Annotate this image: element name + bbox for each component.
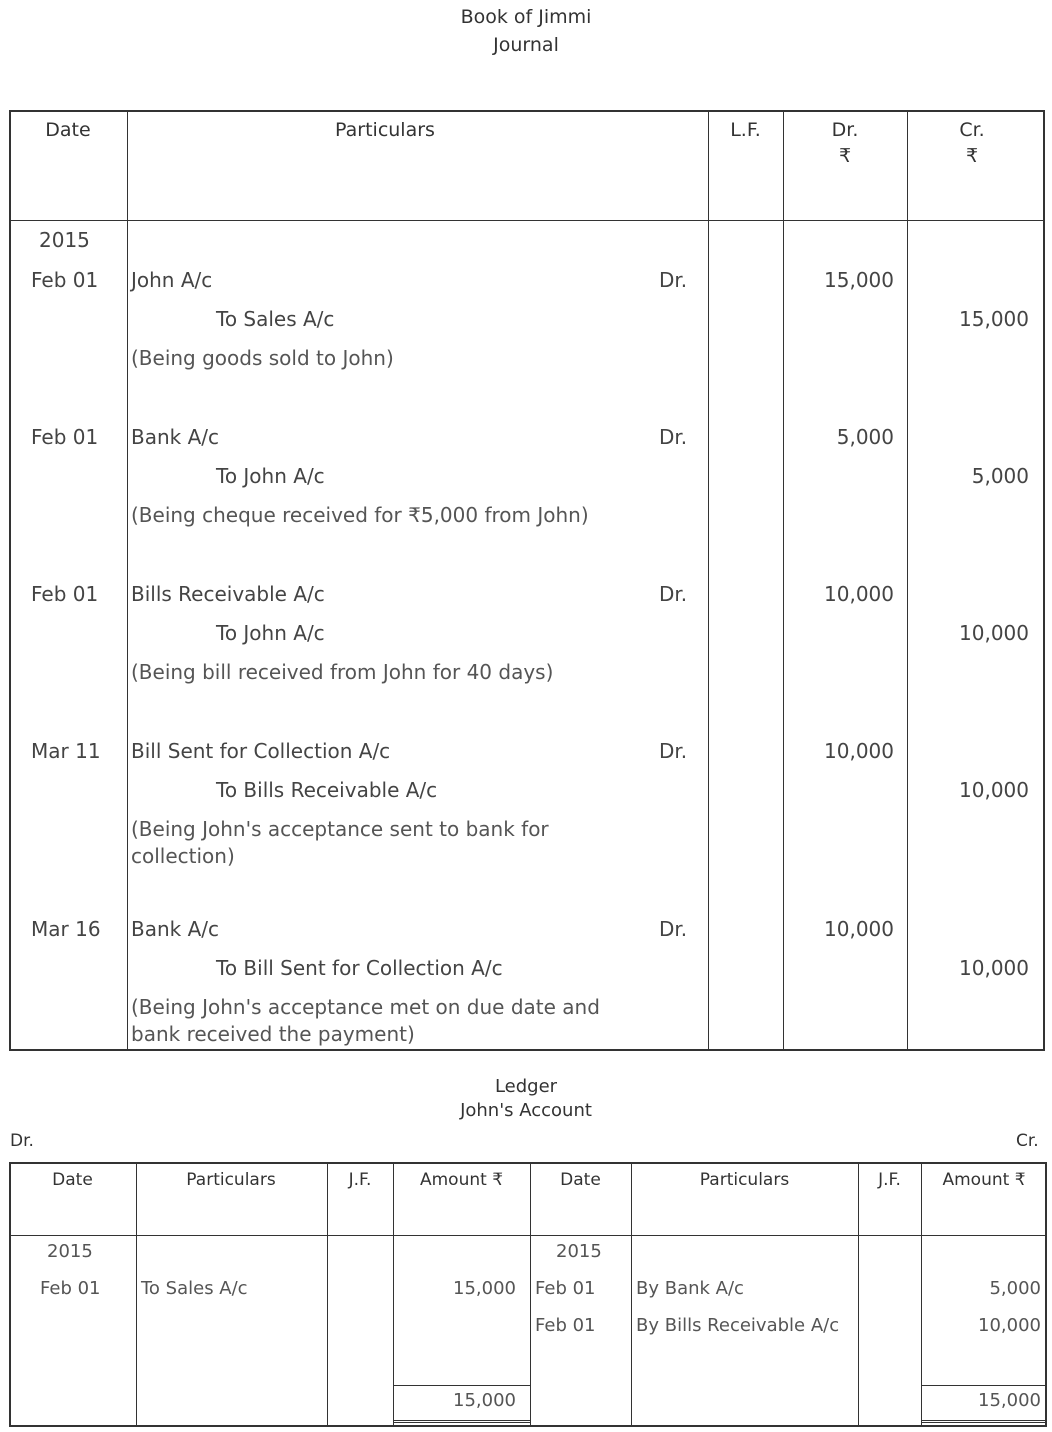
ledger-dr-year: 2015 (47, 1241, 93, 1262)
account-title: John's Account (460, 1100, 592, 1121)
entry-date: Feb 01 (31, 268, 99, 292)
entry-debit-account: Bank A/c (131, 425, 220, 449)
ledger-header-amount: Amount ₹ (419, 1170, 504, 1190)
ledger-cr-amount: 10,000 (978, 1315, 1041, 1336)
journal-header-dr-unit: ₹ (838, 145, 852, 167)
ledger-dr-amount: 15,000 (453, 1278, 516, 1299)
journal-header-dr: Dr. (831, 119, 859, 141)
entry-narration: (Being goods sold to John) (131, 346, 394, 370)
ledger-header-particulars: Particulars (186, 1170, 276, 1190)
entry-credit-account: To Sales A/c (216, 307, 335, 331)
ledger-header-jf: J.F. (348, 1170, 372, 1190)
ledger-dr-label: Dr. (10, 1131, 34, 1151)
entry-credit-account: To John A/c (216, 621, 325, 645)
entry-dr-amount: 5,000 (836, 425, 894, 449)
entry-debit-account: John A/c (131, 268, 213, 292)
ledger-cr-amount: 5,000 (989, 1278, 1041, 1299)
journal-title: Journal (493, 34, 559, 56)
entry-cr-amount: 10,000 (959, 956, 1029, 980)
entry-debit-account: Bill Sent for Collection A/c (131, 739, 391, 763)
entry-credit-account: To John A/c (216, 464, 325, 488)
entry-narration: (Being bill received from John for 40 days) (131, 660, 554, 684)
ledger-cr-total: 15,000 (978, 1390, 1041, 1411)
ledger-header-date: Date (560, 1170, 601, 1190)
ledger-table (9, 1162, 1047, 1427)
entry-cr-amount: 10,000 (959, 621, 1029, 645)
entry-credit-account: To Bills Receivable A/c (216, 778, 438, 802)
entry-dr-marker: Dr. (659, 582, 688, 606)
journal-header-lf: L.F. (730, 119, 761, 141)
entry-dr-amount: 10,000 (824, 582, 894, 606)
journal-header-particulars: Particulars (335, 119, 435, 141)
entry-dr-marker: Dr. (659, 917, 688, 941)
entry-date: Mar 16 (31, 917, 101, 941)
journal-header-cr-unit: ₹ (965, 145, 979, 167)
ledger-cr-date: Feb 01 (535, 1278, 596, 1299)
entry-cr-amount: 5,000 (971, 464, 1029, 488)
book-title: Book of Jimmi (460, 6, 592, 28)
ledger-cr-year: 2015 (556, 1241, 602, 1262)
entry-dr-marker: Dr. (659, 425, 688, 449)
ledger-header-amount: Amount ₹ (942, 1170, 1026, 1190)
ledger-cr-date: Feb 01 (535, 1315, 596, 1336)
ledger-dr-total: 15,000 (453, 1390, 516, 1411)
entry-date: Feb 01 (31, 582, 99, 606)
ledger-header-jf: J.F. (878, 1170, 901, 1190)
ledger-header-particulars: Particulars (699, 1170, 790, 1190)
ledger-dr-date: Feb 01 (40, 1278, 101, 1299)
entry-dr-amount: 10,000 (824, 739, 894, 763)
ledger-header-date: Date (52, 1170, 93, 1190)
ledger-cr-label: Cr. (1016, 1131, 1039, 1151)
journal-table (9, 110, 1045, 1051)
ledger-cr-particulars: By Bills Receivable A/c (636, 1315, 840, 1336)
journal-header-cr: Cr. (959, 119, 985, 141)
entry-debit-account: Bank A/c (131, 917, 220, 941)
ledger-dr-particulars: To Sales A/c (141, 1278, 248, 1299)
entry-debit-account: Bills Receivable A/c (131, 582, 325, 606)
entry-date: Mar 11 (31, 739, 101, 763)
journal-year: 2015 (39, 228, 90, 252)
entry-date: Feb 01 (31, 425, 99, 449)
entry-cr-amount: 10,000 (959, 778, 1029, 802)
ledger-cr-particulars: By Bank A/c (636, 1278, 744, 1299)
entry-cr-amount: 15,000 (959, 307, 1029, 331)
entry-dr-amount: 15,000 (824, 268, 894, 292)
entry-narration: (Being John's acceptance sent to bank for collection) (131, 817, 549, 868)
entry-narration: (Being John's acceptance met on due date and bank received the payment) (131, 995, 600, 1046)
entry-dr-amount: 10,000 (824, 917, 894, 941)
journal-header-date: Date (45, 119, 91, 141)
ledger-title: Ledger (494, 1076, 558, 1097)
entry-credit-account: To Bill Sent for Collection A/c (216, 956, 503, 980)
entry-narration: (Being cheque received for ₹5,000 from John) (131, 503, 589, 527)
entry-dr-marker: Dr. (659, 739, 688, 763)
entry-dr-marker: Dr. (659, 268, 688, 292)
